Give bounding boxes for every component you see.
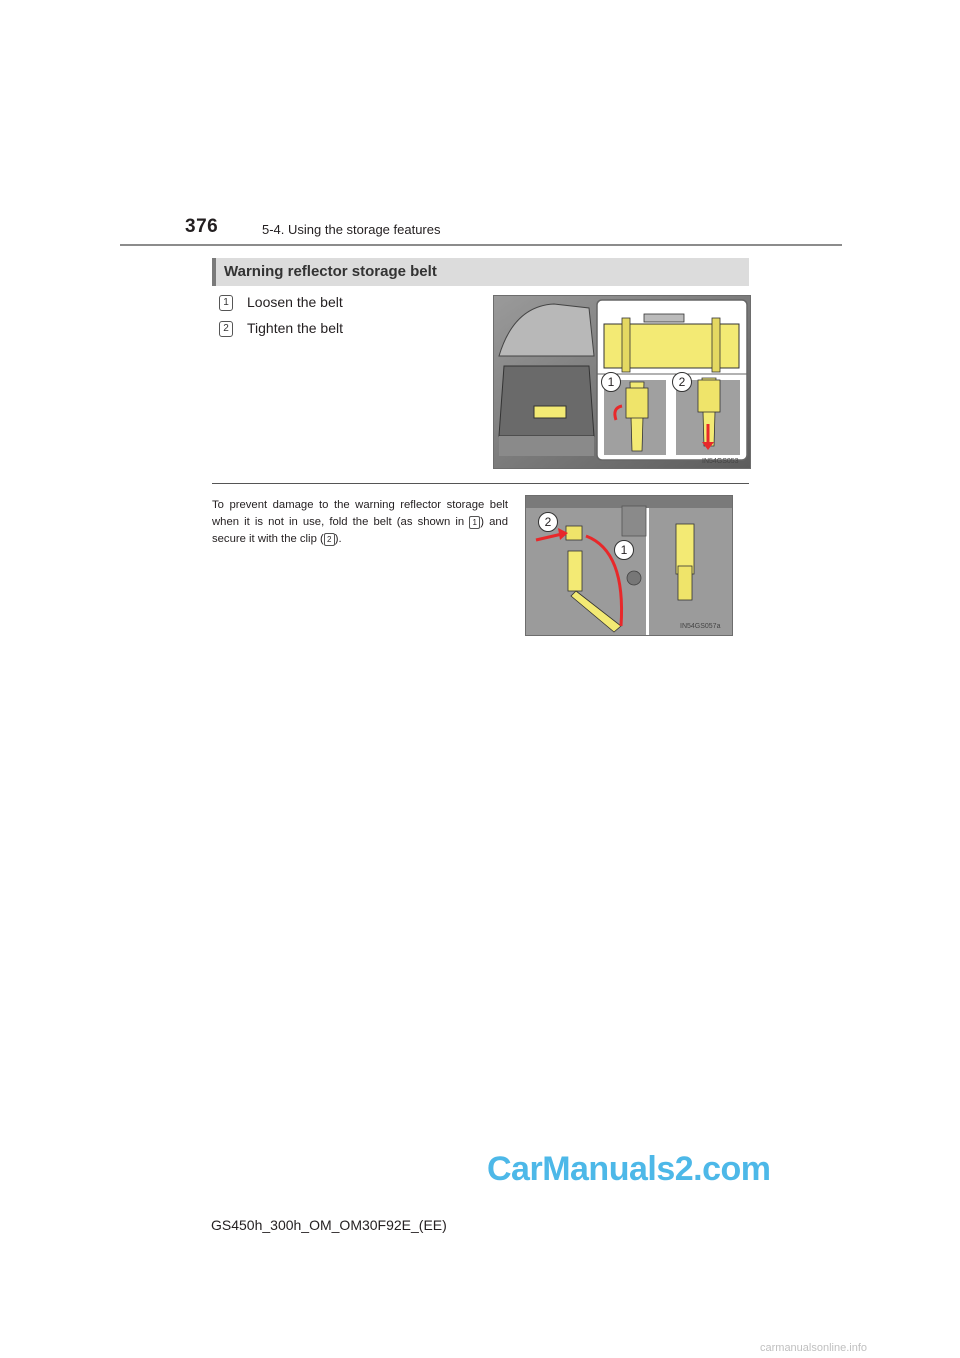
step-1-number: 1	[219, 295, 233, 311]
figure-2-callout-1: 1	[614, 540, 634, 560]
heading-accent-bar	[212, 258, 216, 286]
note-text-part-3: ).	[334, 533, 342, 545]
figure-1-callout-2: 2	[672, 372, 692, 392]
watermark: CarManuals2.com	[487, 1150, 771, 1188]
step-1-label: Loosen the belt	[247, 294, 343, 310]
step-1	[219, 294, 343, 311]
figure-fold-belt	[525, 495, 733, 636]
figure-2-callout-2: 2	[538, 512, 558, 532]
section-heading-band	[212, 258, 749, 286]
figure-2-id: IN54GS057a	[680, 623, 721, 630]
step-2-number: 2	[219, 321, 233, 337]
step-2	[219, 320, 343, 337]
step-2-label: Tighten the belt	[247, 320, 343, 336]
figure-1-illustration	[494, 296, 750, 468]
header-rule	[120, 244, 842, 246]
figure-1-callout-1: 1	[601, 372, 621, 392]
note-text-part-2: ) and secure it with the clip (	[212, 516, 509, 545]
section-divider	[212, 483, 749, 484]
page-number: 376	[185, 216, 219, 237]
note-ref-2: 2	[324, 533, 335, 546]
note-paragraph	[212, 497, 508, 548]
doc-code-footer: GS450h_300h_OM_OM30F92E_(EE)	[211, 1217, 447, 1233]
section-heading: Warning reflector storage belt	[224, 263, 437, 280]
site-mark: carmanualsonline.info	[760, 1342, 868, 1354]
note-ref-1: 1	[469, 516, 480, 529]
section-title: 5-4. Using the storage features	[262, 222, 441, 237]
figure-1-id: IN54GS053	[702, 458, 739, 465]
note-text-part-1: To prevent damage to the warning reflector storage belt when it is not in use, fold the belt (as shown in	[212, 499, 508, 528]
figure-reflector-belt	[493, 295, 751, 469]
